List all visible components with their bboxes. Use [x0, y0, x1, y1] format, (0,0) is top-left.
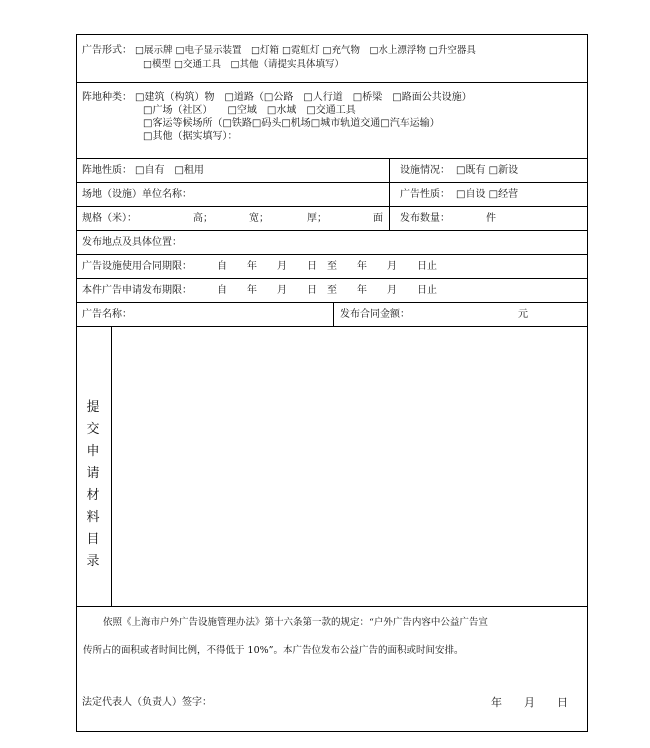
location-label: 发布地点及具体位置：: [82, 237, 182, 248]
ad-name-label: 广告名称：: [82, 309, 132, 320]
venue-unit-row: [77, 183, 587, 207]
site-type-label: 阵地种类：: [82, 92, 132, 103]
notice-section: [77, 607, 587, 731]
site-nature-options[interactable]: □自有 □租用: [135, 165, 204, 176]
site-type-line3[interactable]: □客运等候场所（□铁路□码头□机场□城市轨道交通□汽车运输）: [143, 118, 440, 129]
materials-char: 材: [86, 488, 100, 503]
site-type-row: [77, 83, 587, 159]
ad-form-options-line2[interactable]: □模型 □交通工具 □其他（请提实具体填写）: [143, 59, 344, 70]
signature-label: 法定代表人（负责人）签字：: [82, 697, 212, 708]
site-nature-row: [77, 159, 587, 183]
contract-period-dates[interactable]: 自 年 月 日 至 年 月 日止: [217, 261, 437, 272]
quantity-cell: [389, 207, 587, 230]
ad-form-label: 广告形式：: [82, 45, 132, 56]
notice-paragraph: [83, 609, 581, 665]
spec-height[interactable]: 高；: [193, 213, 213, 224]
signature-date[interactable]: 年 月 日: [491, 696, 568, 709]
ad-nature-options[interactable]: □自设 □经营: [456, 189, 519, 200]
facility-status-options[interactable]: □既有 □新设: [456, 165, 519, 176]
application-form: [76, 34, 588, 732]
materials-char: 请: [86, 466, 100, 481]
quantity-unit[interactable]: 件: [486, 213, 496, 224]
ad-form-row: [77, 35, 587, 83]
ad-nature-cell: [389, 183, 587, 206]
materials-char: 录: [86, 554, 100, 569]
materials-char: 申: [86, 444, 100, 459]
materials-char: 交: [86, 422, 100, 437]
materials-list-area[interactable]: [111, 327, 587, 606]
site-nature-divider: [389, 159, 587, 182]
amount-label: 发布合同金额：: [340, 309, 410, 320]
site-type-line1[interactable]: □建筑（构筑）物 □道路（□公路 □人行道 □桥梁 □路面公共设施）: [135, 92, 472, 103]
amount-cell: [333, 303, 587, 326]
spec-face[interactable]: 面: [373, 213, 383, 224]
location-row: [77, 231, 587, 255]
spec-width[interactable]: 宽；: [249, 213, 269, 224]
materials-char: 提: [86, 400, 100, 415]
apply-period-label: 本件广告申请发布期限：: [82, 285, 192, 296]
contract-period-label: 广告设施使用合同期限：: [82, 261, 192, 272]
materials-char: 目: [86, 532, 100, 547]
ad-nature-label: 广告性质：: [400, 189, 450, 200]
notice-line2: 传所占的面积或者时间比例，不得低于 10%”。本广告位发布公益广告的面积或时间安排。: [83, 645, 464, 656]
site-type-line4[interactable]: □其他（据实填写）：: [143, 131, 238, 142]
venue-unit-label: 场地（设施）单位名称：: [82, 189, 192, 200]
notice-line1: 依照《上海市户外广告设施管理办法》第十六条第一款的规定：“户外广告内容中公益广告宣: [103, 617, 488, 628]
apply-period-dates[interactable]: 自 年 月 日 至 年 月 日止: [217, 285, 437, 296]
materials-row: [77, 327, 587, 607]
spec-row: [77, 207, 587, 231]
amount-unit[interactable]: 元: [518, 309, 528, 320]
apply-period-row: [77, 279, 587, 303]
contract-period-row: [77, 255, 587, 279]
facility-status-label: 设施情况：: [400, 165, 450, 176]
materials-char: 料: [86, 510, 100, 525]
materials-vertical-label: [77, 327, 109, 606]
ad-name-row: [77, 303, 587, 327]
quantity-label: 发布数量：: [400, 213, 450, 224]
spec-depth[interactable]: 厚；: [307, 213, 327, 224]
site-nature-label: 阵地性质：: [82, 165, 132, 176]
ad-form-options-line1[interactable]: □展示牌 □电子显示装置 □灯箱 □霓虹灯 □充气物 □水上漂浮物 □升空器具: [135, 45, 476, 56]
spec-label: 规格（米）：: [82, 213, 137, 224]
site-type-line2[interactable]: □广场（社区） □空域 □水域 □交通工具: [143, 105, 356, 116]
